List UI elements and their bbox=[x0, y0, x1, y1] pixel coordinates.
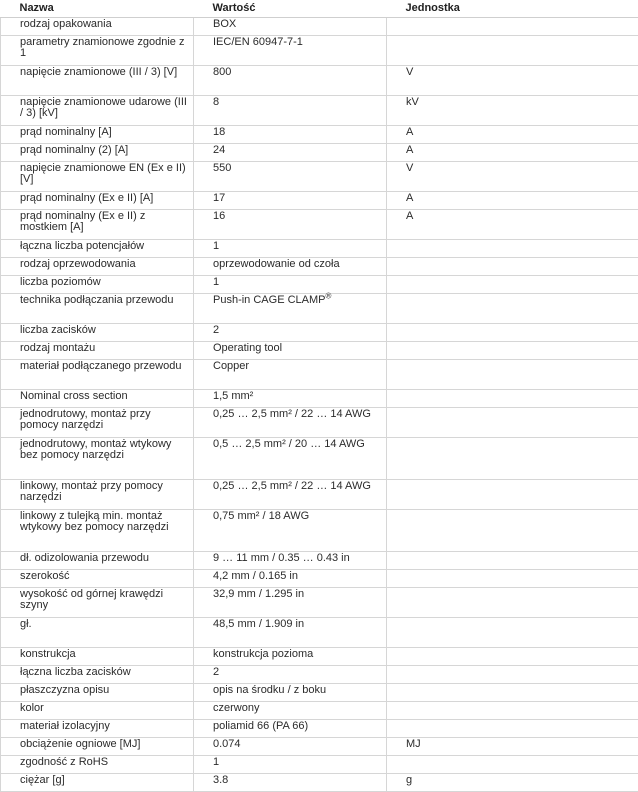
table-row bbox=[1, 774, 638, 792]
cell-name: jednodrutowy, montaż wtykowy bez pomocy narzędzi bbox=[1, 438, 194, 480]
cell-name: dł. odizolowania przewodu bbox=[1, 552, 194, 570]
table-row bbox=[1, 738, 638, 756]
cell-name: linkowy z tulejką min. montaż wtykowy bez pomocy narzędzi bbox=[1, 510, 194, 552]
cell-unit bbox=[387, 36, 638, 66]
cell-unit bbox=[387, 258, 638, 276]
cell-value-text: czerwony bbox=[213, 702, 259, 714]
cell-unit bbox=[387, 684, 638, 702]
cell-name: rodzaj oprzewodowania bbox=[1, 258, 194, 276]
cell-value-text: IEC/EN 60947-7-1 bbox=[213, 36, 303, 48]
cell-unit: A bbox=[387, 210, 638, 240]
cell-value bbox=[194, 648, 387, 666]
cell-name: konstrukcja bbox=[1, 648, 194, 666]
cell-value-text: 1 bbox=[213, 276, 219, 288]
cell-unit: A bbox=[387, 144, 638, 162]
cell-value-text: oprzewodowanie od czoła bbox=[213, 258, 340, 270]
cell-value-text: 1 bbox=[213, 756, 219, 768]
cell-value bbox=[194, 36, 387, 66]
cell-unit bbox=[387, 240, 638, 258]
cell-value-text: Push-in CAGE CLAMP bbox=[213, 294, 325, 306]
cell-unit bbox=[387, 438, 638, 480]
cell-value bbox=[194, 324, 387, 342]
table-row bbox=[1, 324, 638, 342]
cell-value bbox=[194, 510, 387, 552]
header-value: Wartość bbox=[194, 0, 387, 18]
cell-value bbox=[194, 666, 387, 684]
cell-name: prąd nominalny (Ex e II) z mostkiem [A] bbox=[1, 210, 194, 240]
table-row bbox=[1, 702, 638, 720]
cell-name: gł. bbox=[1, 618, 194, 648]
table-row bbox=[1, 240, 638, 258]
cell-unit bbox=[387, 324, 638, 342]
cell-value-text: 4,2 mm / 0.165 in bbox=[213, 570, 298, 582]
cell-value-text: poliamid 66 (PA 66) bbox=[213, 720, 308, 732]
table-row bbox=[1, 756, 638, 774]
cell-name: Nominal cross section bbox=[1, 390, 194, 408]
cell-value bbox=[194, 210, 387, 240]
cell-name: łączna liczba potencjałów bbox=[1, 240, 194, 258]
cell-value-text: 2 bbox=[213, 324, 219, 336]
cell-value-text: 0.074 bbox=[213, 738, 241, 750]
cell-value-text: 2 bbox=[213, 666, 219, 678]
registered-mark: ® bbox=[325, 291, 331, 300]
table-row bbox=[1, 720, 638, 738]
cell-value bbox=[194, 144, 387, 162]
cell-value-text: 1,5 mm² bbox=[213, 390, 253, 402]
cell-value-text: 550 bbox=[213, 162, 231, 174]
table-row bbox=[1, 480, 638, 510]
cell-value-text: 800 bbox=[213, 66, 231, 78]
cell-name: szerokość bbox=[1, 570, 194, 588]
cell-name: napięcie znamionowe (III / 3) [V] bbox=[1, 66, 194, 96]
table-row bbox=[1, 96, 638, 126]
cell-value-text: 3.8 bbox=[213, 774, 228, 786]
cell-value-text: 1 bbox=[213, 240, 219, 252]
table-row bbox=[1, 408, 638, 438]
cell-value-text: 32,9 mm / 1.295 in bbox=[213, 588, 304, 600]
cell-unit bbox=[387, 570, 638, 588]
table-row bbox=[1, 66, 638, 96]
cell-value bbox=[194, 552, 387, 570]
cell-value bbox=[194, 126, 387, 144]
cell-value bbox=[194, 756, 387, 774]
table-row bbox=[1, 588, 638, 618]
cell-unit: V bbox=[387, 162, 638, 192]
cell-value bbox=[194, 408, 387, 438]
cell-value-text: 18 bbox=[213, 126, 225, 138]
cell-unit bbox=[387, 276, 638, 294]
header-row bbox=[1, 0, 638, 18]
cell-name: rodzaj opakowania bbox=[1, 18, 194, 36]
cell-unit: MJ bbox=[387, 738, 638, 756]
cell-unit bbox=[387, 588, 638, 618]
cell-name: parametry znamionowe zgodnie z 1 bbox=[1, 36, 194, 66]
cell-unit bbox=[387, 552, 638, 570]
cell-value bbox=[194, 96, 387, 126]
cell-name: liczba zacisków bbox=[1, 324, 194, 342]
cell-value-text: 8 bbox=[213, 96, 219, 108]
cell-value bbox=[194, 342, 387, 360]
cell-name: prąd nominalny [A] bbox=[1, 126, 194, 144]
cell-value-text: BOX bbox=[213, 18, 236, 30]
cell-name: ciężar [g] bbox=[1, 774, 194, 792]
cell-value bbox=[194, 702, 387, 720]
cell-name: zgodność z RoHS bbox=[1, 756, 194, 774]
cell-value bbox=[194, 618, 387, 648]
table-row bbox=[1, 162, 638, 192]
table-row bbox=[1, 276, 638, 294]
cell-value-text: konstrukcja pozioma bbox=[213, 648, 313, 660]
cell-name: prąd nominalny (Ex e II) [A] bbox=[1, 192, 194, 210]
table-body bbox=[1, 18, 638, 792]
table-row bbox=[1, 570, 638, 588]
cell-unit bbox=[387, 480, 638, 510]
cell-unit bbox=[387, 510, 638, 552]
cell-value bbox=[194, 738, 387, 756]
cell-unit bbox=[387, 408, 638, 438]
cell-unit bbox=[387, 390, 638, 408]
cell-unit: V bbox=[387, 66, 638, 96]
cell-value bbox=[194, 588, 387, 618]
cell-name: łączna liczba zacisków bbox=[1, 666, 194, 684]
cell-value-text: 0,75 mm² / 18 AWG bbox=[213, 510, 309, 522]
cell-name: napięcie znamionowe EN (Ex e II) [V] bbox=[1, 162, 194, 192]
cell-name: kolor bbox=[1, 702, 194, 720]
cell-unit bbox=[387, 342, 638, 360]
cell-unit bbox=[387, 618, 638, 648]
header-name: Nazwa bbox=[1, 0, 194, 18]
table-row bbox=[1, 258, 638, 276]
cell-unit: kV bbox=[387, 96, 638, 126]
table-row bbox=[1, 36, 638, 66]
cell-value-text: Copper bbox=[213, 360, 249, 372]
cell-name: liczba poziomów bbox=[1, 276, 194, 294]
table-row bbox=[1, 126, 638, 144]
cell-value bbox=[194, 570, 387, 588]
cell-unit bbox=[387, 360, 638, 390]
cell-value bbox=[194, 162, 387, 192]
cell-name: technika podłączania przewodu bbox=[1, 294, 194, 324]
cell-value-text: opis na środku / z boku bbox=[213, 684, 326, 696]
cell-name: płaszczyzna opisu bbox=[1, 684, 194, 702]
cell-name: linkowy, montaż przy pomocy narzędzi bbox=[1, 480, 194, 510]
cell-unit bbox=[387, 294, 638, 324]
cell-value bbox=[194, 18, 387, 36]
cell-value bbox=[194, 480, 387, 510]
table-row bbox=[1, 438, 638, 480]
cell-value-text: 17 bbox=[213, 192, 225, 204]
table-row bbox=[1, 210, 638, 240]
cell-value-text: 9 … 11 mm / 0.35 … 0.43 in bbox=[213, 552, 350, 564]
cell-unit: g bbox=[387, 774, 638, 792]
cell-unit bbox=[387, 648, 638, 666]
cell-value-text: 16 bbox=[213, 210, 225, 222]
cell-value-text: 0,25 … 2,5 mm² / 22 … 14 AWG bbox=[213, 408, 371, 420]
cell-value bbox=[194, 390, 387, 408]
cell-value bbox=[194, 276, 387, 294]
cell-value-text: 24 bbox=[213, 144, 225, 156]
cell-value bbox=[194, 720, 387, 738]
table-row bbox=[1, 18, 638, 36]
cell-name: obciążenie ogniowe [MJ] bbox=[1, 738, 194, 756]
table-row bbox=[1, 666, 638, 684]
cell-value bbox=[194, 240, 387, 258]
cell-value bbox=[194, 66, 387, 96]
cell-name: rodzaj montażu bbox=[1, 342, 194, 360]
table-row bbox=[1, 342, 638, 360]
table-row bbox=[1, 390, 638, 408]
table-row bbox=[1, 648, 638, 666]
table-header bbox=[1, 0, 638, 18]
cell-name: prąd nominalny (2) [A] bbox=[1, 144, 194, 162]
cell-name: materiał izolacyjny bbox=[1, 720, 194, 738]
table-row bbox=[1, 144, 638, 162]
cell-value bbox=[194, 192, 387, 210]
cell-unit bbox=[387, 18, 638, 36]
header-unit: Jednostka bbox=[387, 0, 638, 18]
cell-name: wysokość od górnej krawędzi szyny bbox=[1, 588, 194, 618]
cell-unit bbox=[387, 756, 638, 774]
table-row bbox=[1, 294, 638, 324]
cell-value-text: Operating tool bbox=[213, 342, 282, 354]
table-row bbox=[1, 618, 638, 648]
table-row bbox=[1, 360, 638, 390]
table-row bbox=[1, 552, 638, 570]
cell-value bbox=[194, 774, 387, 792]
cell-unit bbox=[387, 666, 638, 684]
cell-value bbox=[194, 684, 387, 702]
cell-value-text: 0,25 … 2,5 mm² / 22 … 14 AWG bbox=[213, 480, 371, 492]
cell-name: napięcie znamionowe udarowe (III / 3) [kV] bbox=[1, 96, 194, 126]
cell-value bbox=[194, 294, 387, 324]
cell-unit bbox=[387, 702, 638, 720]
cell-value bbox=[194, 438, 387, 480]
cell-name: jednodrutowy, montaż przy pomocy narzędzi bbox=[1, 408, 194, 438]
table-row bbox=[1, 684, 638, 702]
cell-value-text: 48,5 mm / 1.909 in bbox=[213, 618, 304, 630]
cell-unit: A bbox=[387, 126, 638, 144]
cell-unit bbox=[387, 720, 638, 738]
cell-name: materiał podłączanego przewodu bbox=[1, 360, 194, 390]
cell-value bbox=[194, 360, 387, 390]
cell-unit: A bbox=[387, 192, 638, 210]
table-row bbox=[1, 192, 638, 210]
cell-value-text: 0,5 … 2,5 mm² / 20 … 14 AWG bbox=[213, 438, 365, 450]
table-row bbox=[1, 510, 638, 552]
cell-value bbox=[194, 258, 387, 276]
